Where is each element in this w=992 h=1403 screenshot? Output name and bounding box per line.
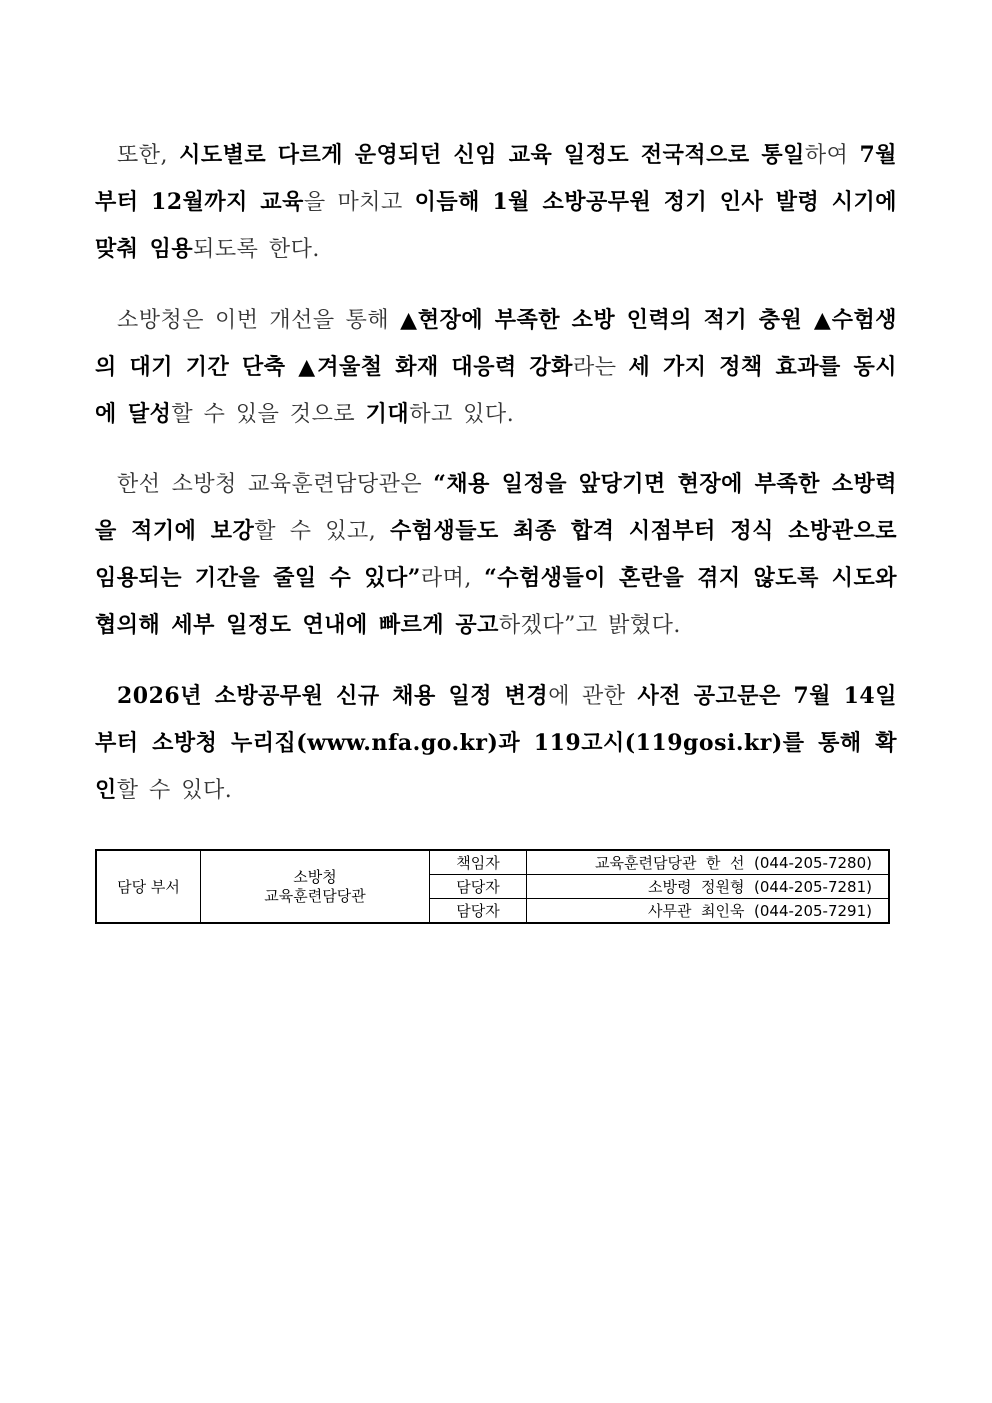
bold-text-run: 7월부터 12월까지 교육 (95, 142, 898, 215)
dept-name (201, 850, 430, 923)
bold-text-run: 이듬해 1월 소방공무원 정기 인사 발령 시기에 맞춰 임용 (95, 189, 898, 262)
bold-text-run: 2026년 소방공무원 신규 채용 일정 변경 (117, 683, 549, 709)
dept-name-line2: 교육훈련담당관 (264, 886, 366, 905)
text-run: 할 수 있고, (254, 519, 390, 544)
person-cell: 소방령 정원형 (044-205-7281) (527, 875, 890, 899)
text-run: 하겠다”고 밝혔다. (498, 613, 681, 638)
paragraph-policy-effects (95, 297, 897, 438)
bold-text-run: ▲현장에 부족한 소방 인력의 적기 충원 ▲수험생의 대기 기간 단축 ▲겨울철 화재 대응력 강화 (95, 307, 897, 380)
text-run: 라는 (572, 355, 629, 380)
text-run: 하여 (804, 143, 860, 168)
text-run: 하고 있다. (409, 402, 515, 427)
text-run: 한선 소방청 교육훈련담당관은 (117, 472, 434, 497)
bold-text-run: “채용 일정을 앞당기면 현장에 부족한 소방력을 적기에 보강 (95, 471, 897, 544)
person-cell: 교육훈련담당관 한 선 (044-205-7280) (527, 850, 890, 875)
bold-text-run: 기대 (365, 401, 410, 427)
bold-text-run: 시도별로 다르게 운영되던 신임 교육 일정도 전국적으로 통일 (179, 142, 805, 168)
contact-table (95, 849, 890, 924)
bold-text-run: 사전 공고문은 7월 14일부터 소방청 누리집(www.nfa.go.kr)과 119고시(119gosi.kr)를 통해 확인 (95, 683, 897, 803)
role-cell: 책임자 (430, 850, 527, 875)
text-run: 을 마치고 (303, 190, 415, 215)
text-run: 또한, (117, 143, 180, 168)
text-run: 소방청은 이번 개선을 통해 (117, 308, 401, 333)
bold-text-run: 수험생들도 최종 합격 시점부터 정식 소방관으로 임용되는 기간을 줄일 수 있다” (95, 518, 897, 591)
dept-name-line1: 소방청 (293, 867, 337, 886)
paragraph-official-quote (95, 461, 897, 649)
person-cell: 사무관 최인욱 (044-205-7291) (527, 899, 890, 924)
text-run: 할 수 있다. (116, 778, 233, 803)
text-run: 되도록 한다. (193, 237, 320, 262)
table-row (96, 850, 889, 875)
role-cell: 담당자 (430, 875, 527, 899)
text-run: 할 수 있을 것으로 (171, 402, 366, 427)
paragraph-training-schedule (95, 132, 897, 273)
bold-text-run: 세 가지 정책 효과를 동시에 달성 (95, 354, 897, 427)
text-run: 라며, (420, 566, 485, 591)
role-cell: 담당자 (430, 899, 527, 924)
dept-label: 담당 부서 (96, 850, 201, 923)
bold-text-run: “수험생들이 혼란을 겪지 않도록 시도와 협의해 세부 일정도 연내에 빠르게 공고 (95, 565, 897, 638)
text-run: 에 관한 (548, 684, 638, 709)
paragraph-notice-info (95, 673, 897, 814)
